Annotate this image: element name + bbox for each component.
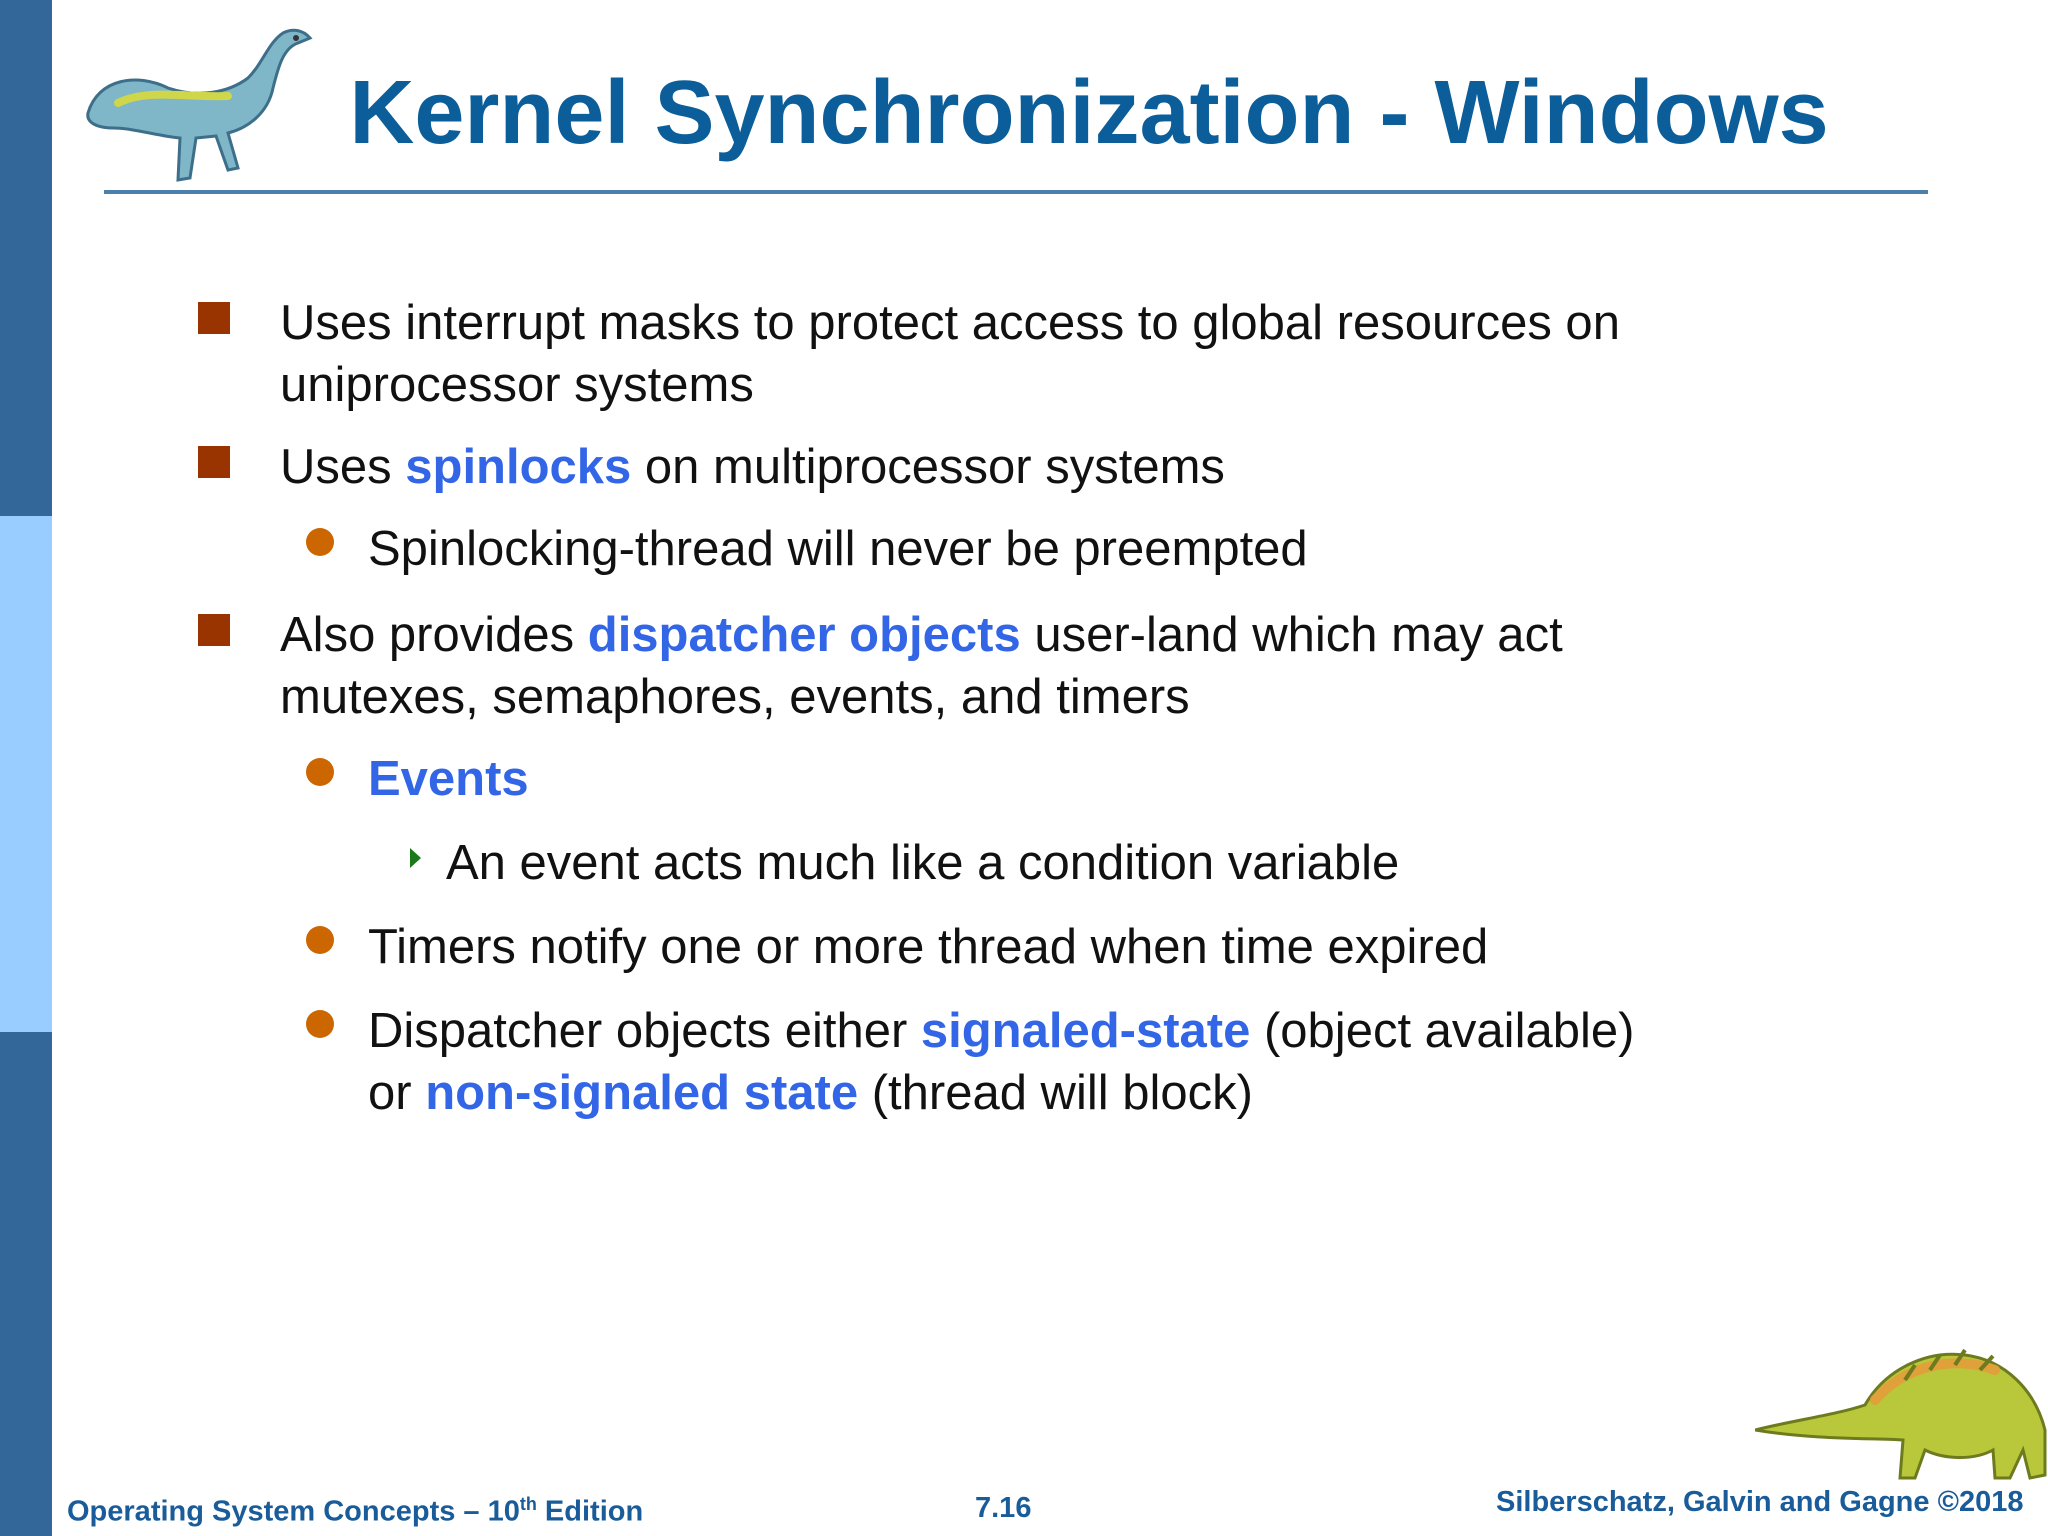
sub-bullet-item (368, 748, 529, 810)
highlight-term: spinlocks (405, 440, 632, 494)
sub-bullet-item (368, 916, 1488, 978)
footer-text: Edition (536, 1495, 644, 1528)
bullet-text: Spinlocking-thread will never be preempted (368, 522, 1308, 576)
footer-page-number: 7.16 (975, 1492, 1032, 1524)
footer-book-title (67, 1494, 643, 1529)
circle-bullet-icon (306, 758, 334, 786)
bullet-text: (thread will block) (858, 1066, 1253, 1120)
dinosaur-icon (1755, 1310, 2048, 1485)
footer-superscript: th (519, 1494, 537, 1514)
bullet-line (446, 832, 1399, 894)
bullet-line (280, 436, 1225, 498)
bullet-text: mutexes, semaphores, events, and timers (280, 670, 1190, 724)
sidebar-stripe-middle (0, 516, 52, 1032)
bullet-line (280, 666, 1563, 728)
footer-copyright: Silberschatz, Galvin and Gagne ©2018 (1496, 1486, 2024, 1518)
highlight-term: signaled-state (920, 1004, 1251, 1058)
bullet-line (368, 916, 1488, 978)
bullet-line (368, 1000, 1634, 1062)
bullet-item (280, 436, 1225, 498)
bullet-text: or (368, 1066, 426, 1120)
highlight-term: Events (368, 752, 529, 806)
bullet-line (368, 748, 529, 810)
slide-title: Kernel Synchronization - Windows (349, 63, 1829, 163)
bullet-text: (object available) (1250, 1004, 1635, 1058)
bullet-text: Also provides (280, 608, 588, 662)
bullet-line (280, 354, 1620, 416)
circle-bullet-icon (306, 926, 334, 954)
bullet-line (280, 604, 1563, 666)
bullet-line (368, 518, 1308, 580)
square-bullet-icon (198, 614, 230, 646)
footer-text: Operating System Concepts – 10 (67, 1495, 520, 1528)
sub-bullet-item (368, 1000, 1634, 1124)
title-underline (104, 190, 1928, 194)
highlight-term: dispatcher objects (587, 608, 1021, 662)
sub-sub-bullet-item (446, 832, 1399, 894)
square-bullet-icon (198, 302, 230, 334)
bullet-line (280, 292, 1620, 354)
bullet-text: Uses interrupt masks to protect access to global resources on (280, 296, 1620, 350)
bullet-text: Uses (280, 440, 406, 494)
sub-bullet-item (368, 518, 1308, 580)
bullet-line (368, 1062, 1634, 1124)
bullet-text: on multiprocessor systems (631, 440, 1225, 494)
square-bullet-icon (198, 446, 230, 478)
bullet-item (280, 604, 1563, 728)
circle-bullet-icon (306, 1010, 334, 1038)
highlight-term: non-signaled state (425, 1066, 859, 1120)
bullet-text: user-land which may act (1020, 608, 1563, 662)
bullet-text: An event acts much like a condition variable (446, 836, 1400, 890)
bullet-item (280, 292, 1620, 416)
sidebar-stripe-bottom (0, 1032, 52, 1536)
bullet-text: uniprocessor systems (280, 358, 754, 412)
bullet-text: Dispatcher objects either (368, 1004, 921, 1058)
bullet-text: Timers notify one or more thread when time expired (368, 920, 1489, 974)
triangle-bullet-icon (410, 848, 421, 868)
circle-bullet-icon (306, 528, 334, 556)
